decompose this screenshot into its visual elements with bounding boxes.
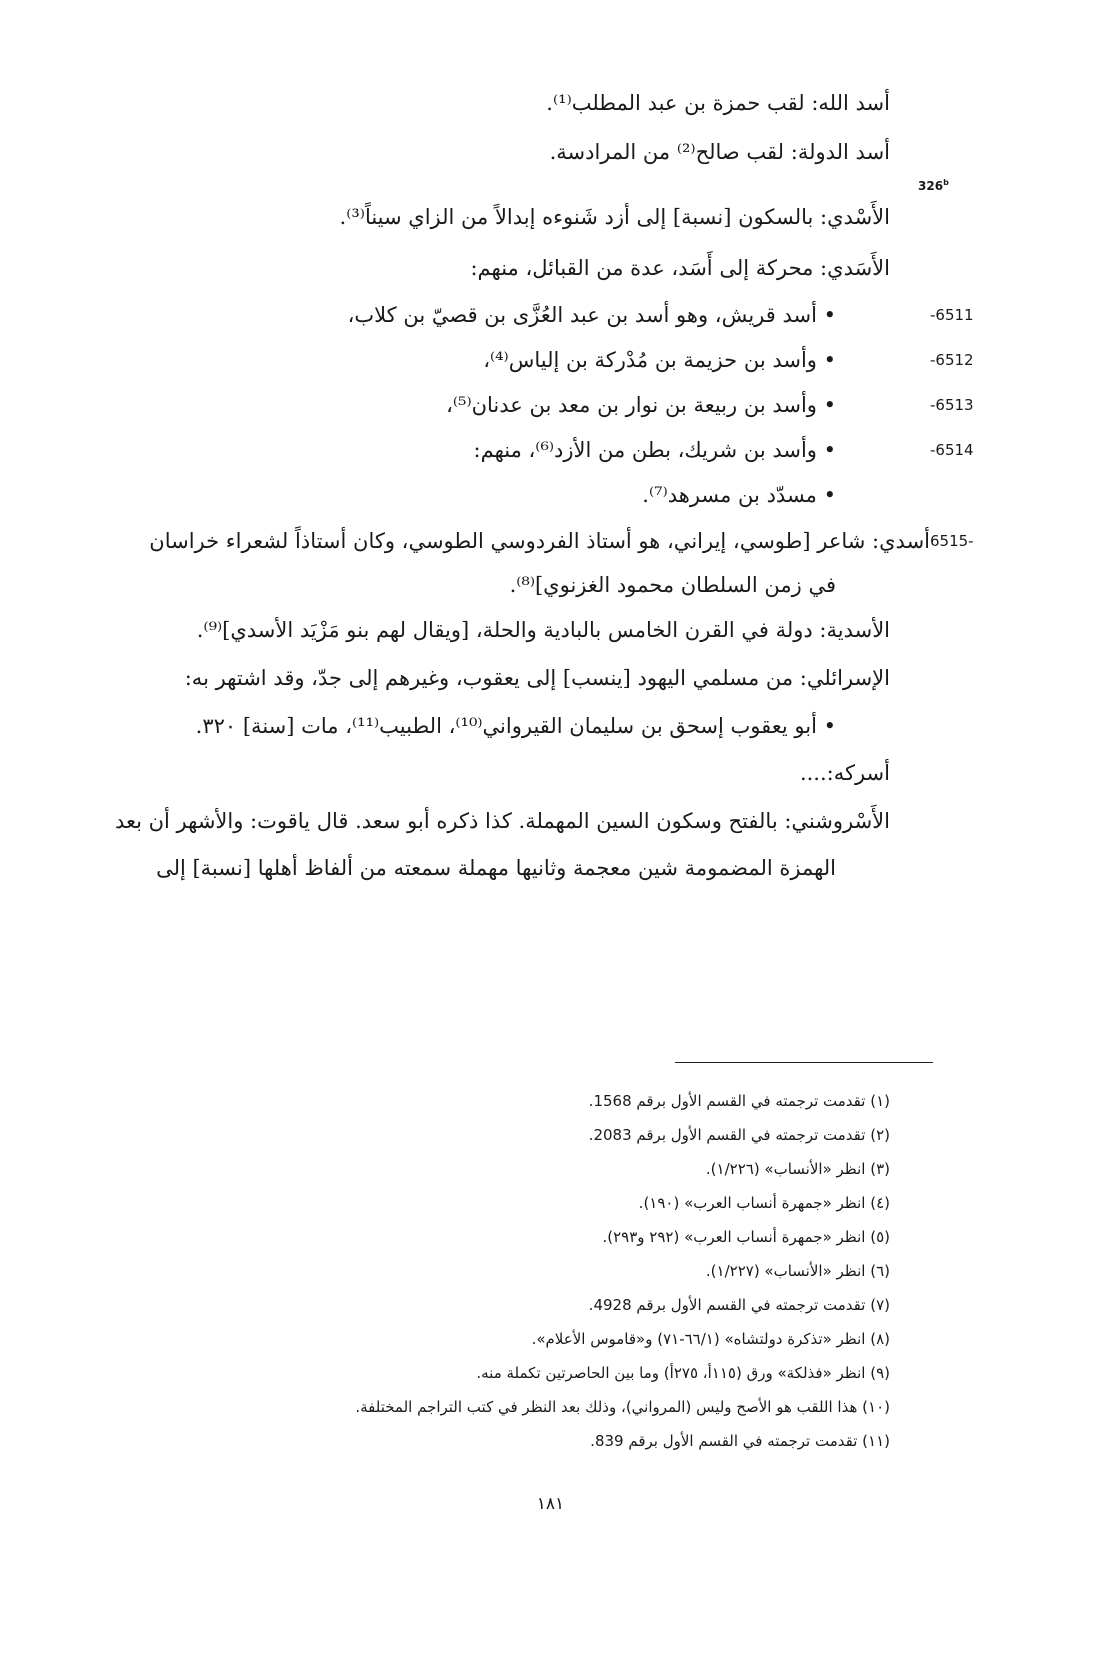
text-line: • أبو يعقوب إسحق بن سليمان القيرواني⁽¹⁰⁾، الطبيب⁽¹¹⁾، مات [سنة] ٣٢٠.: [195, 714, 836, 738]
text-line: • وأسد بن شريك، بطن من الأزد⁽⁶⁾، منهم:: [473, 438, 836, 462]
footnote: (١٠) هذا اللقب هو الأصح وليس (المرواني)، وذلك بعد النظر في كتب التراجم المختلفة.: [355, 1398, 890, 1416]
footnote: (٦) انظر «الأنساب» (١/٢٢٧).: [705, 1262, 890, 1280]
text-line: أسدي: شاعر [طوسي، إيراني، هو أستاذ الفردوسي الطوسي، وكان أستاذاً لشعراء خراسان: [149, 529, 930, 553]
text-line: • مسدّد بن مسرهد⁽⁷⁾.: [642, 483, 836, 507]
text-line: في زمن السلطان محمود الغزنوي]⁽⁸⁾.: [509, 573, 836, 597]
entry-number: -6513: [930, 396, 974, 414]
text-line: أسركه:....: [799, 761, 890, 785]
text-line: • وأسد بن حزيمة بن مُدْركة بن إلياس⁽⁴⁾،: [483, 348, 836, 372]
text-line: • أسد قريش، وهو أسد بن عبد العُزَّى بن قصيّ بن كلاب،: [347, 303, 836, 327]
entry-number: -6514: [930, 441, 974, 459]
margin-folio-number: 326: [918, 179, 944, 193]
footnote-separator: [675, 1062, 933, 1063]
entry-number: -6511: [930, 306, 974, 324]
footnote: (٢) تقدمت ترجمته في القسم الأول برقم 2083.: [588, 1126, 890, 1144]
margin-folio-side: b: [943, 178, 949, 187]
footnote: (٧) تقدمت ترجمته في القسم الأول برقم 4928.: [588, 1296, 890, 1314]
text-line: الأَسْدي: بالسكون [نسبة] إلى أزد شَنوءه إبدالاً من الزاي سيناً⁽³⁾.: [339, 205, 890, 229]
footnote: (١١) تقدمت ترجمته في القسم الأول برقم 839.: [590, 1432, 890, 1450]
text-line: الأَسَدي: محركة إلى أَسَد، عدة من القبائل، منهم:: [470, 256, 890, 280]
footnote: (٨) انظر «تذكرة دولتشاه» (٦٦/١-٧١) و«قاموس الأعلام».: [531, 1330, 890, 1348]
text-line: الإسرائلي: من مسلمي اليهود [ينسب] إلى يعقوب، وغيرهم إلى جدّ، وقد اشتهر به:: [184, 666, 890, 690]
footnote: (٤) انظر «جمهرة أنساب العرب» (١٩٠).: [638, 1194, 890, 1212]
entry-number: 6515-: [930, 532, 974, 550]
margin-folio-note: [918, 176, 949, 193]
footnote: (١) تقدمت ترجمته في القسم الأول برقم 1568.: [588, 1092, 890, 1110]
text-line: أسد الله: لقب حمزة بن عبد المطلب⁽¹⁾.: [546, 91, 890, 115]
text-line: الأَسْروشني: بالفتح وسكون السين المهملة. كذا ذكره أبو سعد. قال ياقوت: والأشهر أن بعد: [114, 809, 890, 833]
entry-number: -6512: [930, 351, 974, 369]
text-line: أسد الدولة: لقب صالح⁽²⁾ من المرادسة.: [549, 140, 890, 164]
text-line: الأسدية: دولة في القرن الخامس بالبادية والحلة، [ويقال لهم بنو مَزْيَد الأسدي]⁽⁹⁾.: [196, 618, 890, 642]
footnote: (٩) انظر «فذلكة» ورق (١١٥أ، ٢٧٥أ) وما بين الحاصرتين تكملة منه.: [476, 1364, 890, 1382]
footnote: (٥) انظر «جمهرة أنساب العرب» (٢٩٢ و٢٩٣).: [602, 1228, 890, 1246]
page-number: ١٨١: [536, 1494, 565, 1514]
footnote: (٣) انظر «الأنساب» (١/٢٢٦).: [705, 1160, 890, 1178]
text-line: • وأسد بن ربيعة بن نوار بن معد بن عدنان⁽⁵⁾،: [446, 393, 836, 417]
text-line: الهمزة المضمومة شين معجمة وثانيها مهملة سمعته من ألفاظ أهلها [نسبة] إلى: [156, 856, 836, 880]
